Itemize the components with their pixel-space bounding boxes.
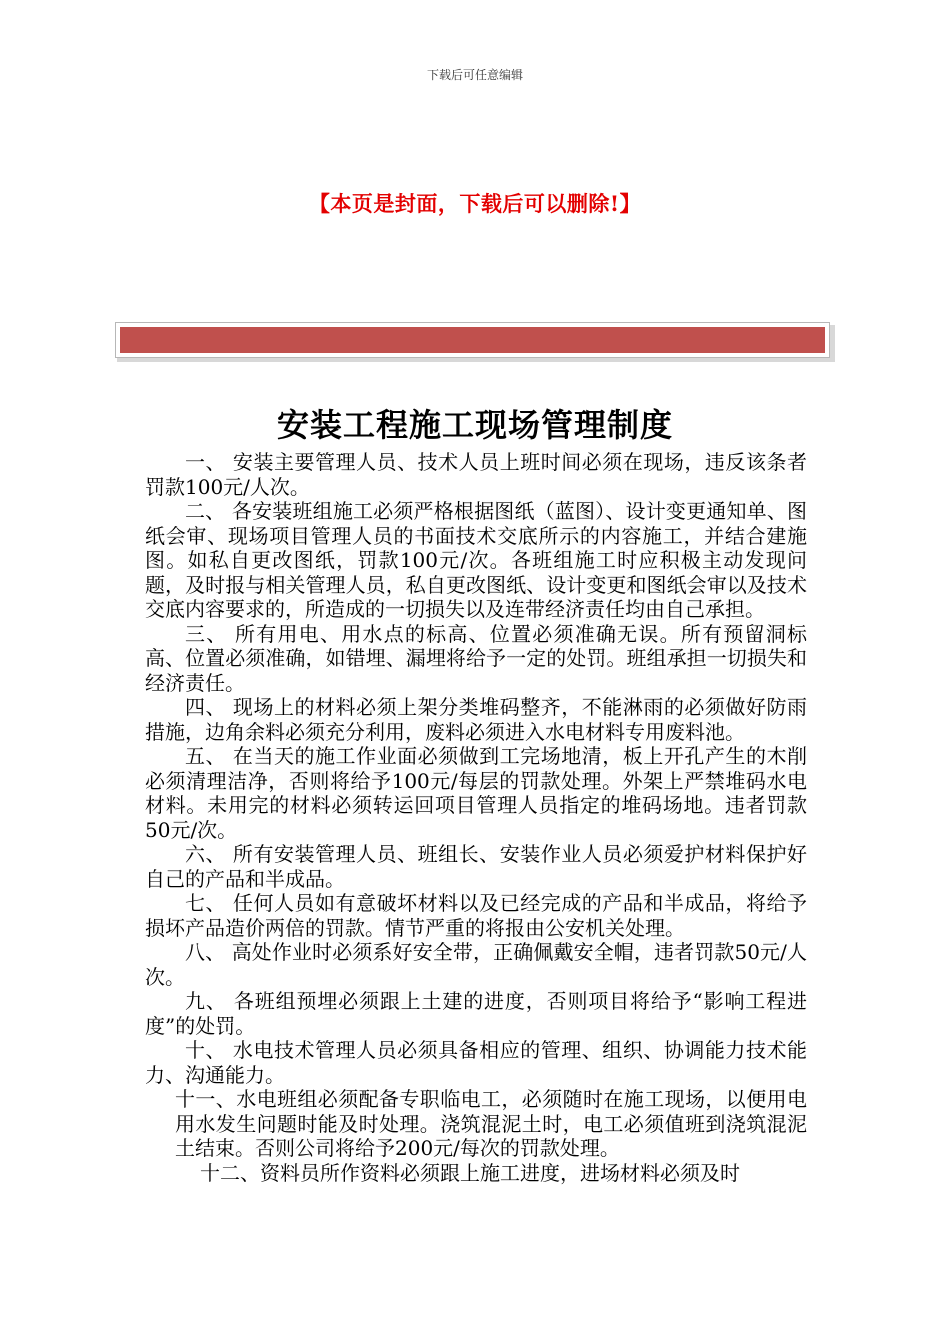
- rule-paragraph: 九、 各班组预埋必须跟上土建的进度，否则项目将给予“影响工程进度”的处罚。: [145, 989, 807, 1038]
- rule-paragraph: 二、 各安装班组施工必须严格根据图纸（蓝图）、设计变更通知单、图纸会审、现场项目管理人员的书面技术交底所示的内容施工，并结合建施图。如私自更改图纸，罚款100元/次。各班组施工时应积极主动发现问题，及时报与相关管理人员，私自更改图纸、设计变更和图纸会审以及技术交底内容要求的，所造成的一切损失以及连带经济责任均由自己承担。: [145, 499, 807, 621]
- header-note: 下载后可任意编辑: [426, 68, 523, 82]
- cover-notice: 【本页是封面，下载后可以删除!】: [308, 191, 642, 216]
- rule-paragraph: 五、 在当天的施工作业面必须做到工完场地清，板上开孔产生的木削必须清理洁净，否则将给予100元/每层的罚款处理。外架上严禁堆码水电材料。未用完的材料必须转运回项目管理人员指定的堆码场地。违者罚款50元/次。: [145, 744, 807, 842]
- rule-paragraph: 八、 高处作业时必须系好安全带，正确佩戴安全帽，违者罚款50元/人次。: [145, 940, 807, 989]
- rule-paragraph: 十二、资料员所作资料必须跟上施工进度，进场材料必须及时: [200, 1160, 740, 1185]
- document-title: 安装工程施工现场管理制度: [276, 406, 673, 444]
- rule-paragraph: 四、 现场上的材料必须上架分类堆码整齐，不能淋雨的必须做好防雨措施，边角余料必须充分利用，废料必须进入水电材料专用废料池。: [145, 695, 807, 744]
- rule-paragraph: 十一、水电班组必须配备专职临电工，必须随时在施工现场，以便用电用水发生问题时能及时处理。浇筑混泥土时，电工必须值班到浇筑混泥土结束。否则公司将给予200元/每次的罚款处理。: [175, 1087, 807, 1160]
- document-body: [145, 450, 807, 1185]
- rule-paragraph: 六、 所有安装管理人员、班组长、安装作业人员必须爱护材料保护好自己的产品和半成品。: [145, 842, 807, 891]
- rule-paragraph: 一、 安装主要管理人员、技术人员上班时间必须在现场，违反该条者罚款100元/人次。: [145, 450, 807, 499]
- rule-paragraph: 七、 任何人员如有意破坏材料以及已经完成的产品和半成品，将给予损坏产品造价两倍的罚款。情节严重的将报由公安机关处理。: [145, 891, 807, 940]
- decorative-banner: [115, 322, 830, 358]
- banner-fill: [120, 327, 825, 353]
- rule-paragraph: 十、 水电技术管理人员必须具备相应的管理、组织、协调能力技术能力、沟通能力。: [145, 1038, 807, 1087]
- rule-paragraph: 三、 所有用电、用水点的标高、位置必须准确无误。所有预留洞标高、位置必须准确，如错埋、漏埋将给予一定的处罚。班组承担一切损失和经济责任。: [145, 621, 807, 695]
